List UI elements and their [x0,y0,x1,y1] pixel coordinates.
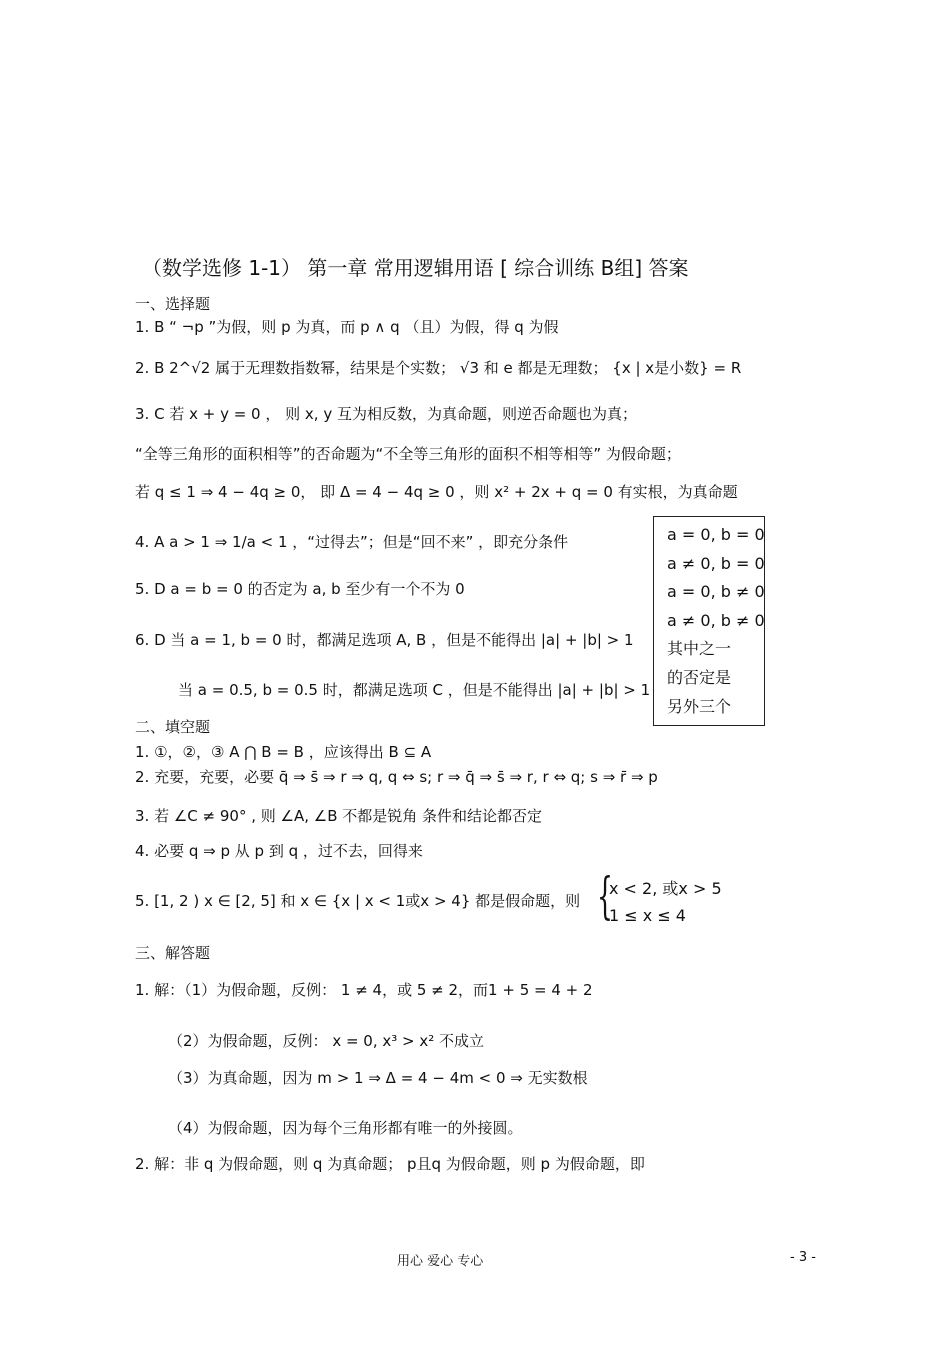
choice-answer-3-note2: 若 q ≤ 1 ⇒ 4 − 4q ≥ 0， 即 Δ = 4 − 4q ≥ 0 ，则 x² + 2x + q = 0 有实根，为真命题 [135,483,738,501]
fill-answer-1: 1. ①，②，③ A ⋂ B = B ，应该得出 B ⊆ A [135,743,432,761]
choice-answer-3-note: “全等三角形的面积相等”的否命题为“不全等三角形的面积不相等相等” 为假命题； [135,445,681,463]
section-heading-choice: 一、选择题 [135,295,211,313]
choice-answer-6: 6. D 当 a = 1, b = 0 时，都满足选项 A, B ，但是不能得出 |a| + |b| > 1 [135,631,634,649]
fill-answer-5: 5. [1, 2 ) x ∈ [2, 5] 和 x ∈ {x | x < 1或x > 4} 都是假命题，则 [135,892,581,910]
system-row: 1 ≤ x ≤ 4 [609,906,686,925]
choice-answer-5: 5. D a = b = 0 的否定为 a, b 至少有一个不为 0 [135,580,465,598]
choice-answer-3: 3. C 若 x + y = 0 ， 则 x, y 互为相反数，为真命题，则逆否命题也为真； [135,405,637,423]
box-line: a = 0, b ≠ 0 [667,582,765,602]
solve-answer-1-2: （2）为假命题，反例： x = 0, x³ > x² 不成立 [168,1032,485,1050]
page-number: - 3 - [790,1250,816,1265]
fill-answer-2: 2. 充要，充要，必要 q̄ ⇒ s̄ ⇒ r ⇒ q, q ⇔ s; r ⇒ q̄ ⇒ s̄ ⇒ r, r ⇔ q; s ⇒ r̄ ⇒ p [135,768,658,786]
negation-note-box [653,516,765,726]
choice-answer-2: 2. B 2^√2 属于无理数指数幂，结果是个实数； √3 和 e 都是无理数； {x | x是小数} = R [135,359,742,377]
box-line: 其中之一 [667,639,732,659]
choice-answer-6-note: 当 a = 0.5, b = 0.5 时，都满足选项 C ，但是不能得出 |a| + |b| > 1 [178,681,651,699]
box-line: 另外三个 [667,696,732,716]
system-row: x < 2, 或x > 5 [609,879,722,898]
choice-answer-1: 1. B “ ¬p ”为假，则 p 为真，而 p ∧ q （且）为假，得 q 为假 [135,318,559,336]
box-line: a ≠ 0, b = 0 [667,553,765,573]
section-heading-fill: 二、填空题 [135,718,211,736]
page-title: （数学选修 1-1） 第一章 常用逻辑用语 [ 综合训练 B组] 答案 [142,256,689,280]
solve-answer-1-1: 1. 解：（1）为假命题，反例： 1 ≠ 4，或 5 ≠ 2，而1 + 5 = 4 + 2 [135,981,593,999]
choice-answer-4: 4. A a > 1 ⇒ 1/a < 1 ，“过得去”；但是“回不来” ，即充分条件 [135,533,569,551]
brace-icon: { [597,867,613,925]
box-line: a = 0, b = 0 [667,525,765,544]
solve-answer-1-3: （3）为真命题，因为 m > 1 ⇒ Δ = 4 − 4m < 0 ⇒ 无实数根 [168,1069,588,1087]
fill-answer-4: 4. 必要 q ⇒ p 从 p 到 q ，过不去，回得来 [135,842,423,860]
footer-motto: 用心 爱心 专心 [397,1254,484,1269]
section-heading-solve: 三、解答题 [135,944,211,962]
box-line: 的否定是 [667,667,732,687]
box-line: a ≠ 0, b ≠ 0 [667,610,765,630]
solve-answer-2: 2. 解：非 q 为假命题，则 q 为真命题； p且q 为假命题，则 p 为假命题，即 [135,1155,645,1173]
solve-answer-1-4: （4）为假命题，因为每个三角形都有唯一的外接圆。 [168,1119,523,1137]
fill-answer-3: 3. 若 ∠C ≠ 90° , 则 ∠A, ∠B 不都是锐角 条件和结论都否定 [135,807,543,825]
